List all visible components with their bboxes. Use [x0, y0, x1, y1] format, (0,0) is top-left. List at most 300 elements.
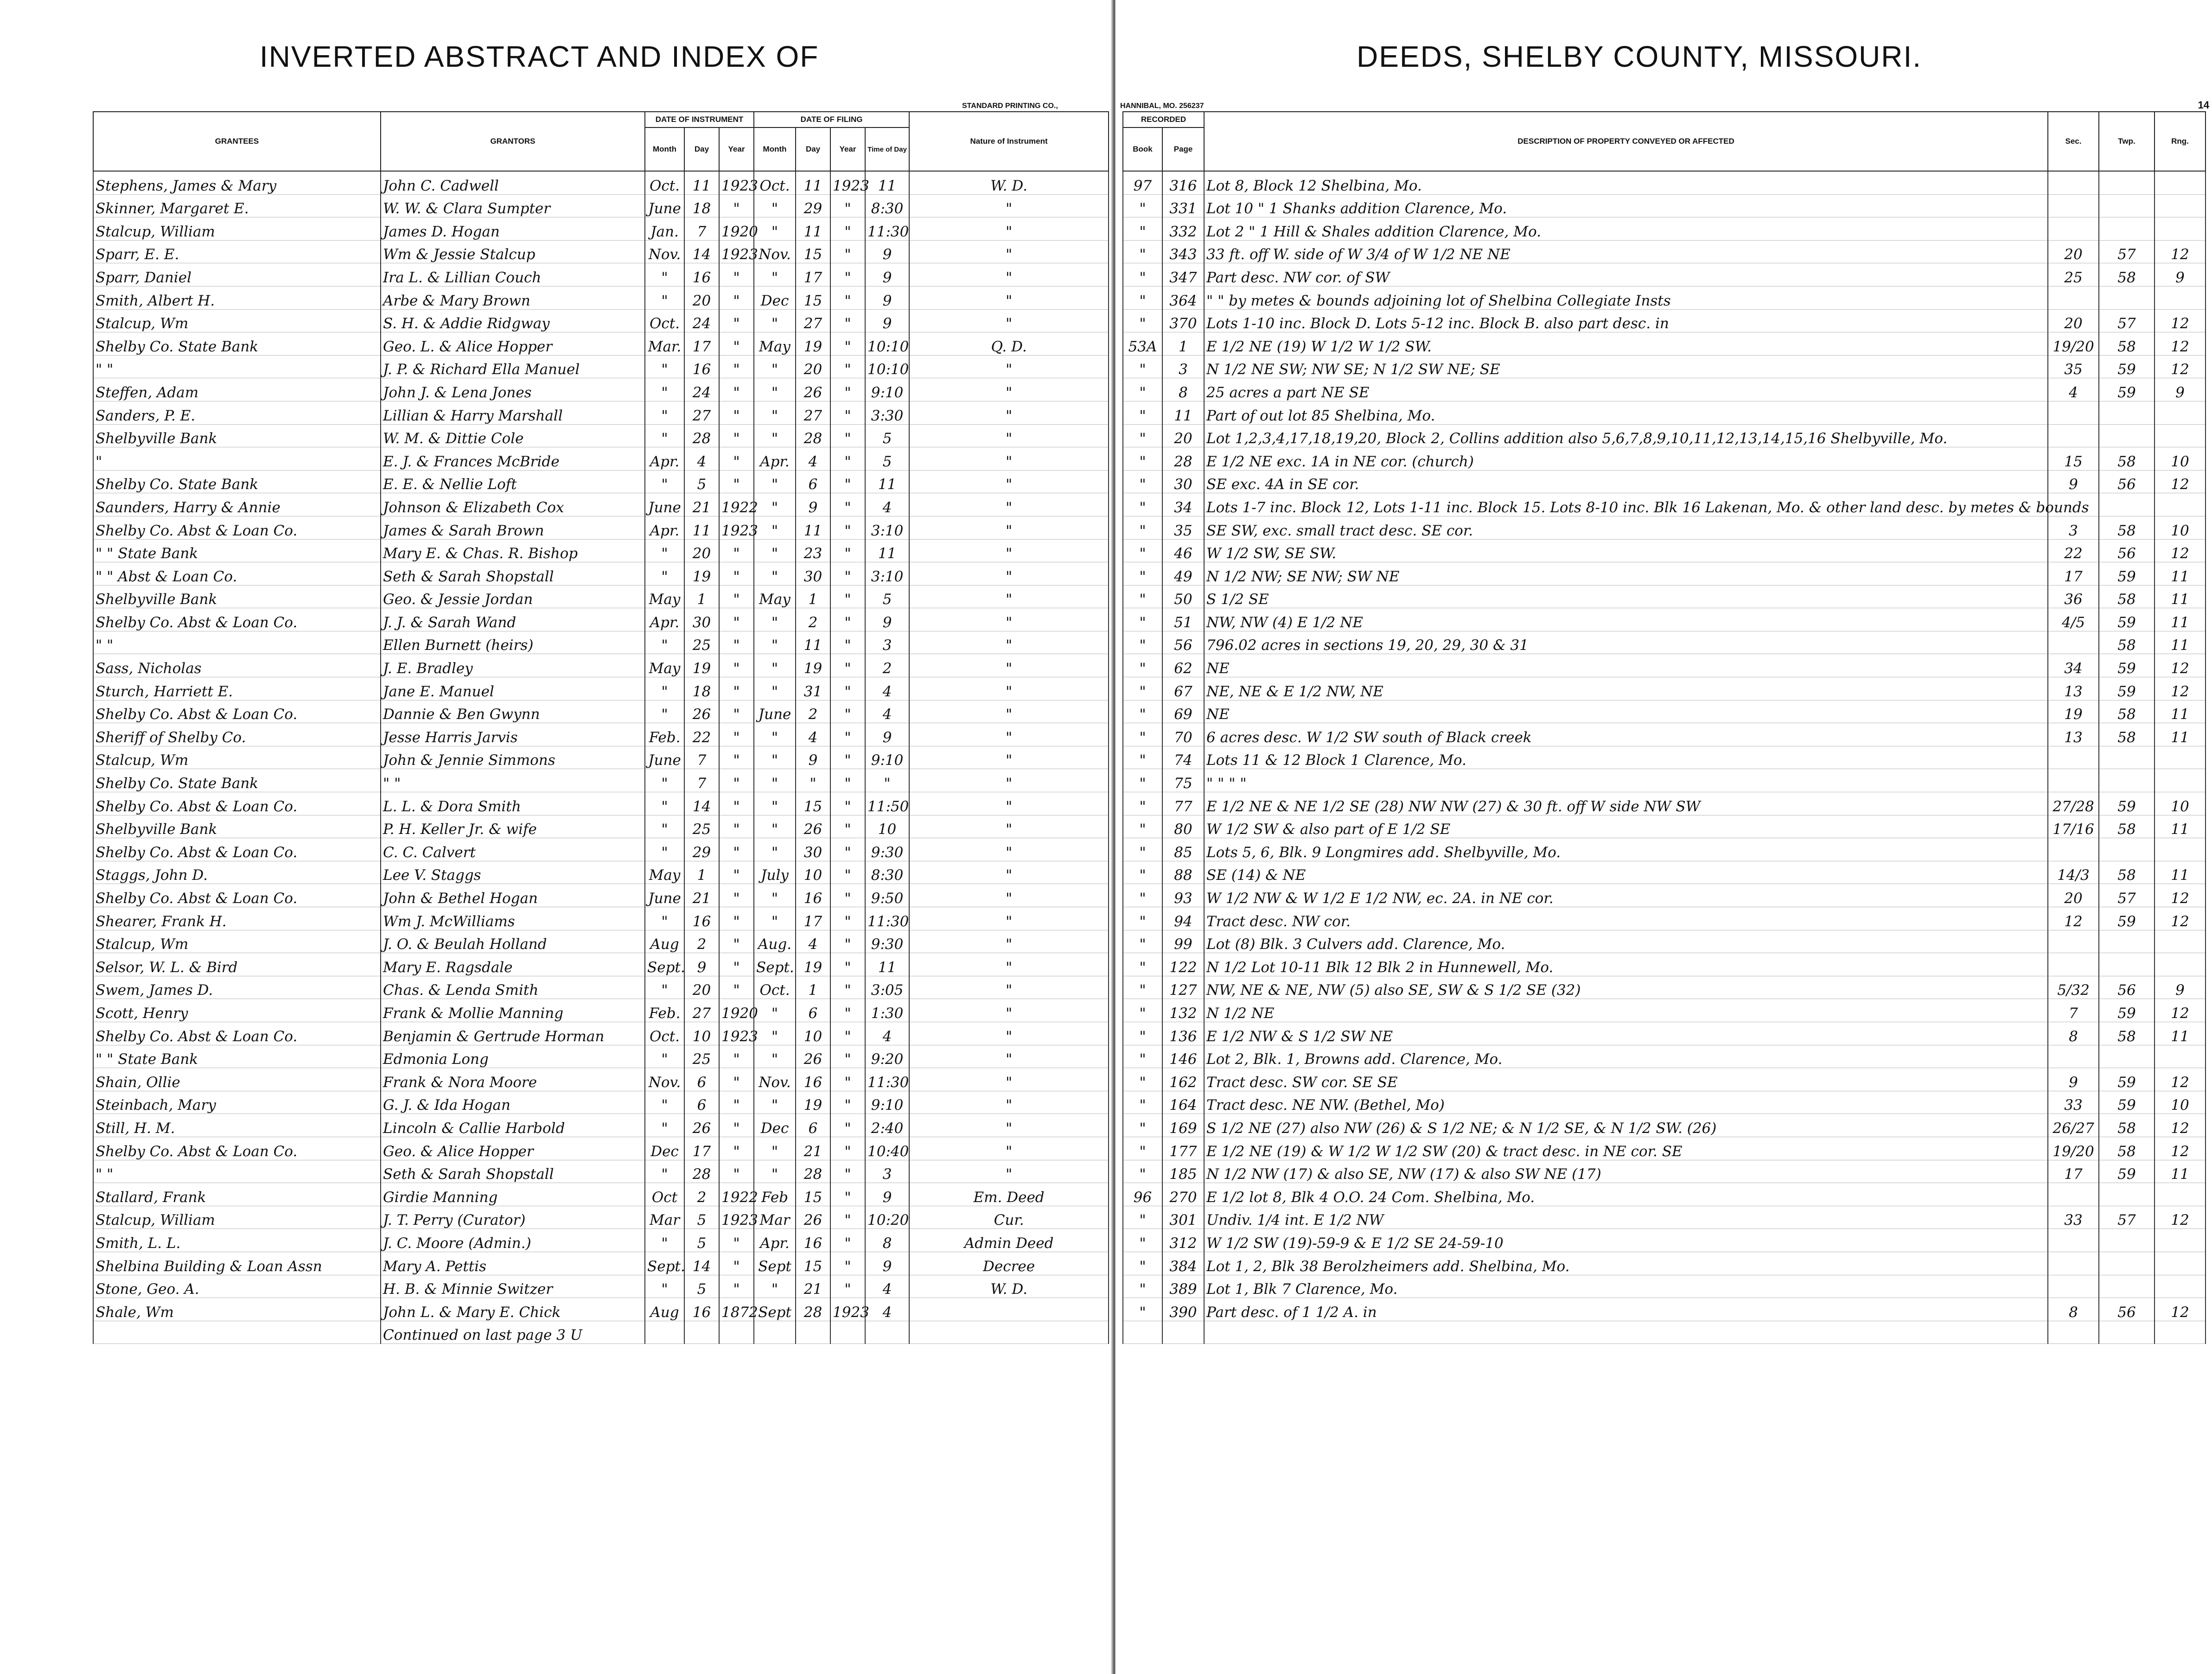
inst-year-cell: "	[719, 263, 754, 286]
twp-cell	[2099, 1229, 2155, 1252]
description-cell: N 1/2 Lot 10-11 Blk 12 Blk 2 in Hunnewell, Mo.	[1204, 953, 2048, 976]
sec-cell: 4/5	[2048, 608, 2099, 631]
inst-month-cell: Apr.	[645, 447, 684, 471]
page-cell: 185	[1162, 1160, 1204, 1183]
time-cell: 9:30	[865, 838, 909, 861]
inst-month-cell: Apr.	[645, 516, 684, 539]
nature-cell: "	[909, 401, 1109, 424]
inst-month-cell: "	[645, 263, 684, 286]
file-year-cell: "	[830, 930, 865, 953]
book-cell: "	[1123, 263, 1162, 286]
grantor-cell: P. H. Keller Jr. & wife	[381, 815, 645, 838]
grantee-cell: " " Abst & Loan Co.	[93, 562, 381, 586]
inst-month-cell: "	[645, 1160, 684, 1183]
book-cell: "	[1123, 194, 1162, 217]
inst-day-cell: 14	[684, 240, 719, 263]
file-year-cell: "	[830, 999, 865, 1022]
rng-cell: 11	[2155, 1022, 2206, 1045]
file-year-cell: "	[830, 493, 865, 516]
twp-cell	[2099, 930, 2155, 953]
table-row	[1123, 585, 2206, 608]
table-row	[93, 263, 1109, 286]
file-month-cell: "	[754, 907, 796, 930]
nature-cell: Em. Deed	[909, 1183, 1109, 1206]
page-cell: 49	[1162, 562, 1204, 586]
file-year-cell: "	[830, 447, 865, 471]
nature-cell: "	[909, 1160, 1109, 1183]
description-cell: 6 acres desc. W 1/2 SW south of Black creek	[1204, 723, 2048, 746]
nature-cell: "	[909, 1114, 1109, 1137]
inst-day-cell: 1	[684, 861, 719, 884]
book-cell: "	[1123, 723, 1162, 746]
rng-cell: 12	[2155, 332, 2206, 356]
table-row	[1123, 746, 2206, 769]
sec-cell: 4	[2048, 378, 2099, 401]
description-cell: Part desc. NW cor. of SW	[1204, 263, 2048, 286]
sec-cell: 34	[2048, 654, 2099, 677]
twp-cell	[2099, 1321, 2155, 1344]
nature-cell: "	[909, 723, 1109, 746]
grantor-cell: John C. Cadwell	[381, 171, 645, 194]
time-cell: 8:30	[865, 861, 909, 884]
file-month-cell: "	[754, 424, 796, 447]
book-cell: "	[1123, 1275, 1162, 1298]
inst-year-cell: "	[719, 861, 754, 884]
inst-month-cell: May	[645, 861, 684, 884]
rng-cell: 12	[2155, 539, 2206, 562]
description-cell: E 1/2 NE & NE 1/2 SE (28) NW NW (27) & 30 ft. off W side NW SW	[1204, 792, 2048, 815]
grantor-cell: Mary E. & Chas. R. Bishop	[381, 539, 645, 562]
twp-cell: 59	[2099, 608, 2155, 631]
time-cell: 9:10	[865, 1091, 909, 1114]
book-cell: 96	[1123, 1183, 1162, 1206]
page-cell: 75	[1162, 769, 1204, 792]
rng-cell: 11	[2155, 585, 2206, 608]
file-year-cell: "	[830, 332, 865, 356]
book-cell: "	[1123, 355, 1162, 378]
nature-cell: "	[909, 309, 1109, 332]
table-row	[1123, 470, 2206, 493]
sec-cell	[2048, 769, 2099, 792]
col-file-year: Year	[830, 127, 865, 171]
grantor-cell: Frank & Mollie Manning	[381, 999, 645, 1022]
twp-cell: 58	[2099, 723, 2155, 746]
description-cell: Lot 1, Blk 7 Clarence, Mo.	[1204, 1275, 2048, 1298]
col-rng: Rng.	[2155, 112, 2206, 171]
inst-day-cell: 16	[684, 263, 719, 286]
right-ledger-page	[1116, 0, 2212, 1674]
description-cell: E 1/2 NE exc. 1A in NE cor. (church)	[1204, 447, 2048, 471]
inst-year-cell: "	[719, 953, 754, 976]
book-cell: "	[1123, 1068, 1162, 1091]
table-row	[93, 700, 1109, 723]
twp-cell: 56	[2099, 1298, 2155, 1321]
table-row	[93, 401, 1109, 424]
grantee-cell: Stalcup, Wm	[93, 746, 381, 769]
grantee-cell: Saunders, Harry & Annie	[93, 493, 381, 516]
description-cell: 25 acres a part NE SE	[1204, 378, 2048, 401]
description-cell: NE, NE & E 1/2 NW, NE	[1204, 677, 2048, 700]
page-cell: 384	[1162, 1252, 1204, 1275]
twp-cell	[2099, 769, 2155, 792]
inst-year-cell: "	[719, 746, 754, 769]
time-cell: 3:10	[865, 516, 909, 539]
file-month-cell: "	[754, 608, 796, 631]
table-row	[93, 723, 1109, 746]
table-row	[1123, 355, 2206, 378]
twp-cell: 59	[2099, 355, 2155, 378]
twp-cell	[2099, 1045, 2155, 1068]
file-year-cell: "	[830, 562, 865, 586]
inst-month-cell: June	[645, 194, 684, 217]
rng-cell: 12	[2155, 470, 2206, 493]
table-row	[1123, 769, 2206, 792]
grantor-cell: E. J. & Frances McBride	[381, 447, 645, 471]
file-year-cell: "	[830, 654, 865, 677]
grantor-cell: Johnson & Elizabeth Cox	[381, 493, 645, 516]
grantor-cell: Mary A. Pettis	[381, 1252, 645, 1275]
grantor-cell: Ira L. & Lillian Couch	[381, 263, 645, 286]
left-ledger-body	[93, 171, 1109, 1344]
inst-day-cell: 24	[684, 378, 719, 401]
file-day-cell: 4	[796, 447, 830, 471]
file-day-cell: 10	[796, 1022, 830, 1045]
table-row	[93, 1137, 1109, 1160]
col-inst-month: Month	[645, 127, 684, 171]
rng-cell: 11	[2155, 562, 2206, 586]
book-cell: "	[1123, 1160, 1162, 1183]
time-cell: 3	[865, 631, 909, 654]
nature-cell: "	[909, 838, 1109, 861]
inst-year-cell: "	[719, 424, 754, 447]
description-cell: 796.02 acres in sections 19, 20, 29, 30 & 31	[1204, 631, 2048, 654]
inst-year-cell: "	[719, 907, 754, 930]
rng-cell	[2155, 769, 2206, 792]
inst-month-cell: Oct	[645, 1183, 684, 1206]
nature-cell: "	[909, 792, 1109, 815]
table-row	[93, 378, 1109, 401]
sec-cell	[2048, 631, 2099, 654]
inst-month-cell: Mar.	[645, 332, 684, 356]
nature-cell: "	[909, 355, 1109, 378]
twp-cell: 59	[2099, 1091, 2155, 1114]
table-row	[1123, 1160, 2206, 1183]
book-cell: "	[1123, 378, 1162, 401]
grantee-cell: Sass, Nicholas	[93, 654, 381, 677]
file-day-cell: 19	[796, 1091, 830, 1114]
table-row	[1123, 631, 2206, 654]
book-cell: "	[1123, 907, 1162, 930]
book-cell: "	[1123, 1091, 1162, 1114]
left-printer-mark: STANDARD PRINTING CO.,	[962, 102, 1058, 110]
table-row	[1123, 654, 2206, 677]
rng-cell	[2155, 424, 2206, 447]
grantee-cell: Stone, Geo. A.	[93, 1275, 381, 1298]
grantee-cell: Stalcup, Wm	[93, 309, 381, 332]
description-cell: N 1/2 NE SW; NW SE; N 1/2 SW NE; SE	[1204, 355, 2048, 378]
description-cell: W 1/2 SW & also part of E 1/2 SE	[1204, 815, 2048, 838]
inst-month-cell: "	[645, 631, 684, 654]
twp-cell	[2099, 1275, 2155, 1298]
rng-cell: 12	[2155, 1114, 2206, 1137]
time-cell: 11	[865, 171, 909, 194]
rng-cell	[2155, 1045, 2206, 1068]
file-year-cell: "	[830, 516, 865, 539]
page-cell: 169	[1162, 1114, 1204, 1137]
inst-year-cell: 1922	[719, 493, 754, 516]
col-inst-year: Year	[719, 127, 754, 171]
file-day-cell: 11	[796, 217, 830, 241]
time-cell: 4	[865, 1275, 909, 1298]
table-row	[1123, 1229, 2206, 1252]
nature-cell: "	[909, 976, 1109, 999]
rng-cell	[2155, 1229, 2206, 1252]
grantee-cell: Stallard, Frank	[93, 1183, 381, 1206]
inst-month-cell: Aug	[645, 1298, 684, 1321]
col-recorded: RECORDED	[1123, 112, 1204, 127]
description-cell: E 1/2 NE (19) W 1/2 W 1/2 SW.	[1204, 332, 2048, 356]
sec-cell: 12	[2048, 907, 2099, 930]
page-cell: 162	[1162, 1068, 1204, 1091]
page-cell: 34	[1162, 493, 1204, 516]
book-cell	[1123, 1321, 1162, 1344]
grantee-cell: Stalcup, Wm	[93, 930, 381, 953]
grantor-cell: Continued on last page 3 U	[381, 1321, 645, 1344]
nature-cell: "	[909, 447, 1109, 471]
inst-year-cell: "	[719, 355, 754, 378]
twp-cell: 58	[2099, 1022, 2155, 1045]
file-month-cell: "	[754, 792, 796, 815]
nature-cell: "	[909, 585, 1109, 608]
file-month-cell: "	[754, 838, 796, 861]
col-nature: Nature of Instrument	[909, 112, 1109, 171]
table-row	[93, 562, 1109, 586]
rng-cell	[2155, 930, 2206, 953]
description-cell: S 1/2 SE	[1204, 585, 2048, 608]
description-cell: " " " "	[1204, 769, 2048, 792]
table-row	[93, 930, 1109, 953]
twp-cell: 58	[2099, 700, 2155, 723]
nature-cell: "	[909, 907, 1109, 930]
description-cell: 33 ft. off W. side of W 3/4 of W 1/2 NE NE	[1204, 240, 2048, 263]
file-month-cell: "	[754, 999, 796, 1022]
sec-cell: 25	[2048, 263, 2099, 286]
twp-cell: 57	[2099, 884, 2155, 907]
file-year-cell: "	[830, 286, 865, 309]
book-cell: "	[1123, 539, 1162, 562]
page-cell: 70	[1162, 723, 1204, 746]
rng-cell: 12	[2155, 1206, 2206, 1229]
book-cell: "	[1123, 516, 1162, 539]
sec-cell: 8	[2048, 1022, 2099, 1045]
page-cell: 132	[1162, 999, 1204, 1022]
twp-cell: 59	[2099, 378, 2155, 401]
description-cell: S 1/2 NE (27) also NW (26) & S 1/2 NE; & N 1/2 SE, & N 1/2 SW. (26)	[1204, 1114, 2048, 1137]
grantor-cell: Benjamin & Gertrude Horman	[381, 1022, 645, 1045]
book-cell: "	[1123, 1137, 1162, 1160]
nature-cell: "	[909, 378, 1109, 401]
file-month-cell: Apr.	[754, 1229, 796, 1252]
page-cell: 364	[1162, 286, 1204, 309]
file-month-cell: "	[754, 493, 796, 516]
file-year-cell	[830, 1321, 865, 1344]
col-file-day: Day	[796, 127, 830, 171]
file-year-cell: "	[830, 1183, 865, 1206]
sec-cell: 26/27	[2048, 1114, 2099, 1137]
nature-cell: Q. D.	[909, 332, 1109, 356]
inst-month-cell: "	[645, 838, 684, 861]
grantee-cell: Shearer, Frank H.	[93, 907, 381, 930]
table-row	[93, 815, 1109, 838]
page-cell: 69	[1162, 700, 1204, 723]
sec-cell	[2048, 171, 2099, 194]
table-row	[93, 1114, 1109, 1137]
twp-cell: 58	[2099, 516, 2155, 539]
time-cell: 10:40	[865, 1137, 909, 1160]
twp-cell: 59	[2099, 907, 2155, 930]
grantor-cell: Wm & Jessie Stalcup	[381, 240, 645, 263]
sec-cell: 19/20	[2048, 1137, 2099, 1160]
inst-year-cell: "	[719, 608, 754, 631]
left-page-title: INVERTED ABSTRACT AND INDEX OF	[260, 40, 819, 73]
inst-month-cell: Oct.	[645, 1022, 684, 1045]
grantor-cell: E. E. & Nellie Loft	[381, 470, 645, 493]
inst-day-cell: 7	[684, 746, 719, 769]
description-cell: SE (14) & NE	[1204, 861, 2048, 884]
page-cell: 390	[1162, 1298, 1204, 1321]
time-cell: 9:20	[865, 1045, 909, 1068]
grantor-cell: John J. & Lena Jones	[381, 378, 645, 401]
rng-cell	[2155, 493, 2206, 516]
time-cell: 2	[865, 654, 909, 677]
file-day-cell: 17	[796, 263, 830, 286]
inst-day-cell: 5	[684, 470, 719, 493]
nature-cell	[909, 1321, 1109, 1344]
nature-cell: W. D.	[909, 1275, 1109, 1298]
description-cell: Tract desc. NE NW. (Bethel, Mo)	[1204, 1091, 2048, 1114]
description-cell: Lot 2, Blk. 1, Browns add. Clarence, Mo.	[1204, 1045, 2048, 1068]
sec-cell: 19	[2048, 700, 2099, 723]
table-row	[1123, 1183, 2206, 1206]
file-year-cell: "	[830, 1275, 865, 1298]
inst-day-cell: 6	[684, 1091, 719, 1114]
file-month-cell: "	[754, 401, 796, 424]
inst-year-cell: "	[719, 1114, 754, 1137]
sec-cell	[2048, 401, 2099, 424]
book-cell: "	[1123, 1022, 1162, 1045]
file-month-cell: "	[754, 654, 796, 677]
twp-cell: 57	[2099, 1206, 2155, 1229]
table-row	[1123, 999, 2206, 1022]
grantor-cell: J. E. Bradley	[381, 654, 645, 677]
table-row	[93, 1321, 1109, 1344]
right-printer-mark: HANNIBAL, MO. 256237	[1120, 102, 1204, 110]
table-row	[1123, 930, 2206, 953]
book-cell: "	[1123, 976, 1162, 999]
inst-month-cell: "	[645, 907, 684, 930]
grantor-cell: Jane E. Manuel	[381, 677, 645, 700]
col-grantors: GRANTORS	[381, 112, 645, 171]
rng-cell: 11	[2155, 608, 2206, 631]
time-cell: 5	[865, 424, 909, 447]
file-month-cell: Apr.	[754, 447, 796, 471]
inst-year-cell: 1920	[719, 217, 754, 241]
table-row	[1123, 194, 2206, 217]
grantee-cell: Sparr, E. E.	[93, 240, 381, 263]
grantor-cell: Mary E. Ragsdale	[381, 953, 645, 976]
table-row	[1123, 723, 2206, 746]
sec-cell: 3	[2048, 516, 2099, 539]
book-cell: "	[1123, 585, 1162, 608]
file-month-cell: "	[754, 562, 796, 586]
file-month-cell: "	[754, 355, 796, 378]
file-day-cell: 10	[796, 861, 830, 884]
twp-cell: 58	[2099, 1137, 2155, 1160]
grantor-cell: Lillian & Harry Marshall	[381, 401, 645, 424]
time-cell: 3:10	[865, 562, 909, 586]
file-day-cell: 2	[796, 700, 830, 723]
twp-cell: 56	[2099, 976, 2155, 999]
table-row	[1123, 861, 2206, 884]
file-day-cell: 17	[796, 907, 830, 930]
nature-cell: "	[909, 493, 1109, 516]
file-year-cell: "	[830, 401, 865, 424]
file-day-cell: 4	[796, 723, 830, 746]
rng-cell: 10	[2155, 447, 2206, 471]
left-ledger-table	[93, 111, 1109, 1344]
table-row	[1123, 378, 2206, 401]
twp-cell: 59	[2099, 1160, 2155, 1183]
rng-cell: 12	[2155, 999, 2206, 1022]
book-cell: "	[1123, 654, 1162, 677]
grantor-cell: Girdie Manning	[381, 1183, 645, 1206]
file-year-cell: "	[830, 861, 865, 884]
file-month-cell: "	[754, 1137, 796, 1160]
file-year-cell: "	[830, 1252, 865, 1275]
file-year-cell: "	[830, 631, 865, 654]
inst-day-cell: 27	[684, 999, 719, 1022]
table-row	[1123, 792, 2206, 815]
inst-month-cell: "	[645, 1045, 684, 1068]
table-row	[1123, 240, 2206, 263]
inst-month-cell: Jan.	[645, 217, 684, 241]
table-row	[1123, 447, 2206, 471]
description-cell: SE SW, exc. small tract desc. SE cor.	[1204, 516, 2048, 539]
grantor-cell: John L. & Mary E. Chick	[381, 1298, 645, 1321]
book-cell: "	[1123, 769, 1162, 792]
book-cell: "	[1123, 309, 1162, 332]
grantee-cell: Shelby Co. Abst & Loan Co.	[93, 700, 381, 723]
inst-year-cell: "	[719, 332, 754, 356]
col-file-month: Month	[754, 127, 796, 171]
twp-cell: 59	[2099, 677, 2155, 700]
grantee-cell: Sturch, Harriett E.	[93, 677, 381, 700]
file-year-cell: "	[830, 1206, 865, 1229]
inst-day-cell: 24	[684, 309, 719, 332]
sec-cell: 22	[2048, 539, 2099, 562]
grantor-cell: John & Jennie Simmons	[381, 746, 645, 769]
book-cell: "	[1123, 861, 1162, 884]
twp-cell: 58	[2099, 263, 2155, 286]
grantee-cell: Shelby Co. Abst & Loan Co.	[93, 608, 381, 631]
inst-month-cell: Mar	[645, 1206, 684, 1229]
table-row	[1123, 516, 2206, 539]
page-cell: 343	[1162, 240, 1204, 263]
grantor-cell: Frank & Nora Moore	[381, 1068, 645, 1091]
inst-day-cell: 7	[684, 217, 719, 241]
twp-cell	[2099, 286, 2155, 309]
time-cell: 11	[865, 953, 909, 976]
